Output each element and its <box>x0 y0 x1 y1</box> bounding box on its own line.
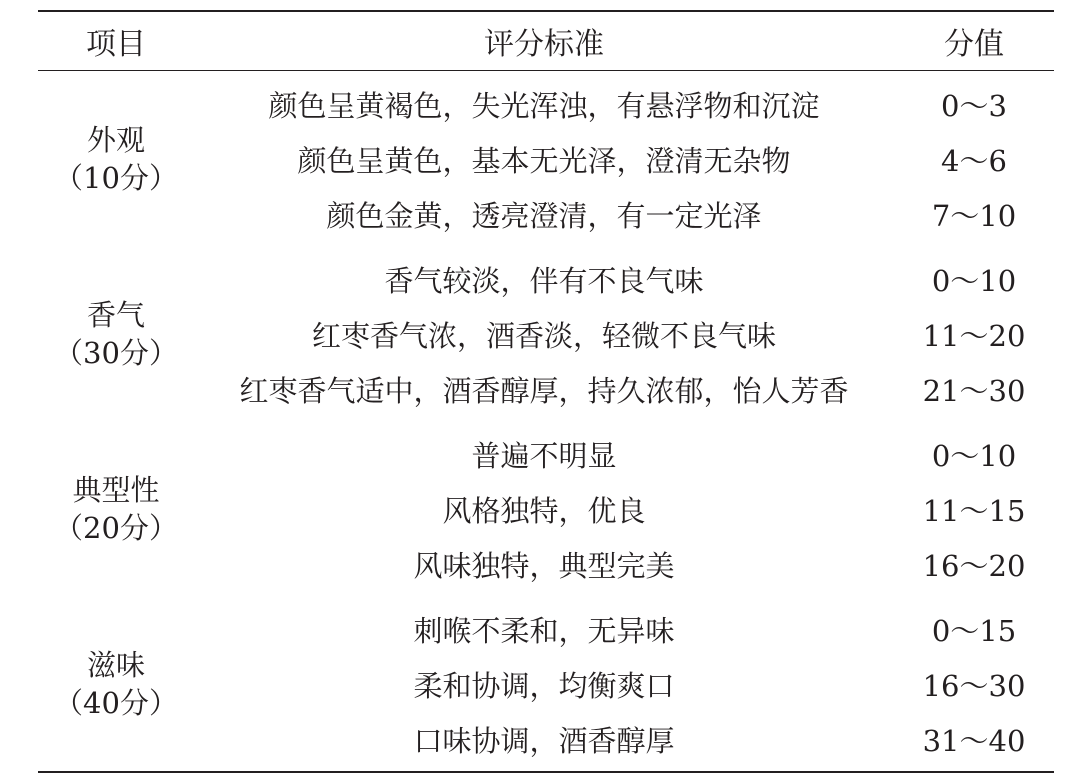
table-row <box>38 71 1054 133</box>
table-header-row <box>38 11 1054 71</box>
score-cell: 0～3 <box>941 89 1007 123</box>
criteria-cell: 刺喉不柔和，无异味 <box>413 614 675 648</box>
item-weight: （40分） <box>54 685 178 720</box>
score-cell: 16～20 <box>922 549 1026 583</box>
criteria-cell: 柔和协调，均衡爽口 <box>413 669 675 703</box>
header-item: 项目 <box>86 27 146 62</box>
item-weight: （20分） <box>54 510 178 545</box>
criteria-cell: 颜色金黄，透亮澄清，有一定光泽 <box>326 199 762 233</box>
table-row <box>38 421 1054 482</box>
score-cell: 31～40 <box>922 724 1026 758</box>
score-cell: 4～6 <box>941 144 1007 178</box>
item-weight: （10分） <box>54 160 178 195</box>
score-cell: 11～15 <box>922 494 1026 528</box>
criteria-cell: 颜色呈黄色，基本无光泽，澄清无杂物 <box>297 144 791 178</box>
criteria-cell: 风格独特，优良 <box>442 494 646 528</box>
score-cell: 0～10 <box>931 439 1017 473</box>
criteria-cell: 颜色呈黄褐色，失光浑浊，有悬浮物和沉淀 <box>268 89 820 123</box>
score-cell: 0～15 <box>931 614 1017 648</box>
criteria-cell: 风味独特，典型完美 <box>413 549 675 583</box>
scoring-table <box>38 10 1054 773</box>
score-cell: 21～30 <box>922 374 1026 408</box>
item-cell-typicality <box>38 421 194 596</box>
header-score: 分值 <box>944 27 1004 62</box>
item-cell-aroma <box>38 246 194 421</box>
criteria-cell: 红枣香气浓，酒香淡，轻微不良气味 <box>311 319 776 353</box>
item-name: 滋味 <box>86 647 145 682</box>
item-name: 香气 <box>86 297 145 332</box>
criteria-cell: 红枣香气适中，酒香醇厚，持久浓郁，怡人芳香 <box>239 374 849 408</box>
item-cell-taste <box>38 596 194 772</box>
item-cell-appearance <box>38 71 194 247</box>
item-weight: （30分） <box>54 335 178 370</box>
item-name: 典型性 <box>72 472 160 507</box>
score-cell: 11～20 <box>922 319 1026 353</box>
score-cell: 16～30 <box>922 669 1026 703</box>
item-name: 外观 <box>86 122 145 157</box>
table-row <box>38 596 1054 657</box>
table-row <box>38 246 1054 307</box>
criteria-cell: 普遍不明显 <box>471 439 617 473</box>
criteria-cell: 口味协调，酒香醇厚 <box>413 724 675 758</box>
header-criteria: 评分标准 <box>484 27 604 62</box>
criteria-cell: 香气较淡，伴有不良气味 <box>384 264 704 298</box>
score-cell: 0～10 <box>931 264 1017 298</box>
score-cell: 7～10 <box>931 199 1017 233</box>
